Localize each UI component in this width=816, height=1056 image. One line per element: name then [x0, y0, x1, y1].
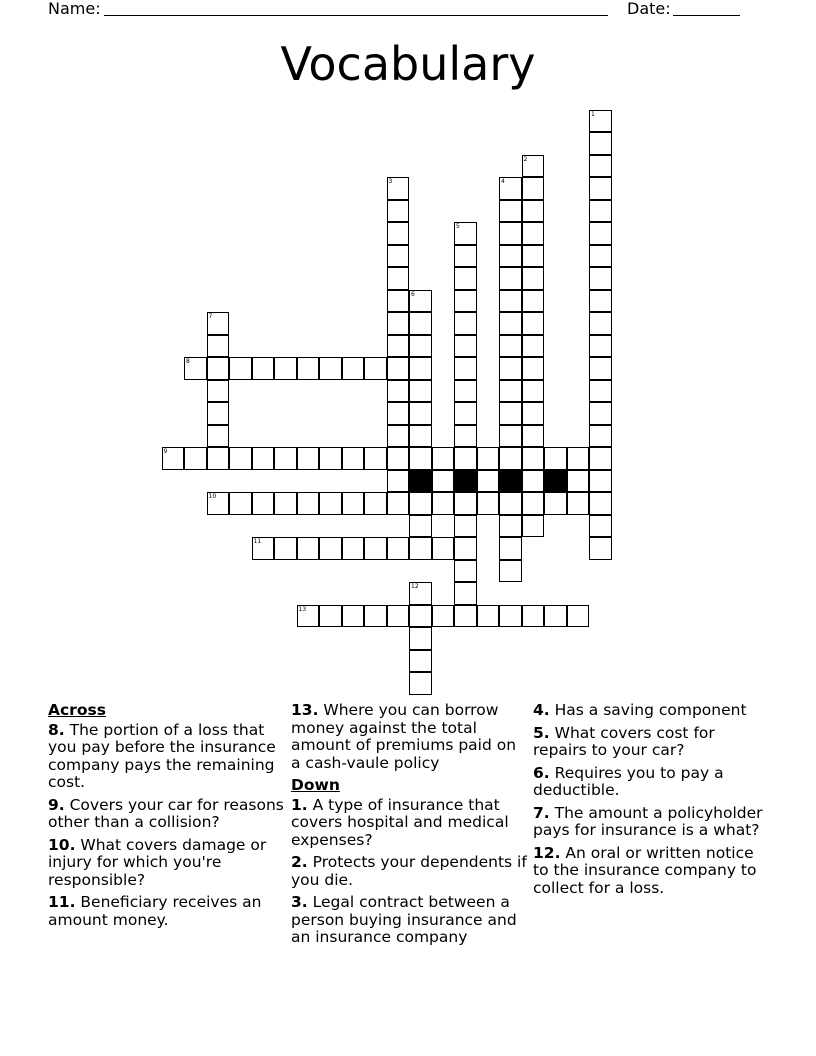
grid-cell[interactable]: [297, 357, 320, 380]
grid-cell[interactable]: [342, 357, 365, 380]
grid-cell[interactable]: [499, 357, 522, 380]
grid-cell[interactable]: [409, 312, 432, 335]
grid-cell[interactable]: [454, 447, 477, 470]
grid-cell[interactable]: [522, 245, 545, 268]
grid-cell[interactable]: [409, 627, 432, 650]
grid-cell[interactable]: [387, 267, 410, 290]
grid-cell[interactable]: [387, 290, 410, 313]
grid-cell[interactable]: [589, 425, 612, 448]
grid-cell[interactable]: [432, 605, 455, 628]
clue-number: 9: [163, 448, 168, 455]
grid-cell[interactable]: [499, 447, 522, 470]
grid-cell[interactable]: [499, 335, 522, 358]
clue-item: [48, 722, 286, 792]
grid-cell[interactable]: [387, 245, 410, 268]
grid-cell[interactable]: [274, 357, 297, 380]
grid-cell[interactable]: [409, 402, 432, 425]
grid-cell[interactable]: [297, 537, 320, 560]
clue-number: 7: [208, 313, 213, 320]
grid-cell[interactable]: [589, 245, 612, 268]
clue-item-text: What covers cost for repairs to your car?: [533, 723, 715, 759]
grid-cell[interactable]: [589, 155, 612, 178]
grid-cell[interactable]: [567, 492, 590, 515]
grid-cell[interactable]: [522, 267, 545, 290]
grid-cell[interactable]: [387, 470, 410, 493]
clue-number: 10: [208, 493, 217, 500]
clue-item-text: Requires you to pay a deductible.: [533, 763, 724, 799]
grid-cell[interactable]: [544, 447, 567, 470]
grid-cell[interactable]: [522, 492, 545, 515]
grid-cell[interactable]: [387, 200, 410, 223]
grid-cell[interactable]: [589, 380, 612, 403]
black-cell: [499, 470, 522, 493]
grid-cell[interactable]: [454, 222, 477, 245]
grid-cell[interactable]: [499, 402, 522, 425]
grid-cell[interactable]: [387, 335, 410, 358]
grid-cell[interactable]: [252, 357, 275, 380]
grid-cell[interactable]: [207, 380, 230, 403]
grid-cell[interactable]: [387, 402, 410, 425]
date-label: Date:: [627, 0, 671, 18]
grid-cell[interactable]: [522, 357, 545, 380]
grid-cell[interactable]: [589, 537, 612, 560]
grid-cell[interactable]: [499, 515, 522, 538]
grid-cell[interactable]: [522, 402, 545, 425]
grid-cell[interactable]: [499, 425, 522, 448]
clue-item-number: 3.: [291, 893, 308, 911]
clue-item-text: Beneficiary receives an amount money.: [48, 893, 262, 929]
grid-cell[interactable]: [432, 492, 455, 515]
grid-cell[interactable]: [364, 447, 387, 470]
grid-cell[interactable]: [387, 492, 410, 515]
grid-cell[interactable]: [567, 605, 590, 628]
grid-cell[interactable]: [522, 200, 545, 223]
grid-cell[interactable]: [567, 447, 590, 470]
grid-cell[interactable]: [364, 492, 387, 515]
grid-cell[interactable]: [499, 312, 522, 335]
clue-item-text: A type of insurance that covers hospital and medical expenses?: [291, 795, 509, 849]
grid-cell[interactable]: [409, 515, 432, 538]
grid-cell[interactable]: [229, 492, 252, 515]
grid-cell[interactable]: [409, 605, 432, 628]
across-heading: Across: [48, 701, 106, 719]
grid-cell[interactable]: [342, 492, 365, 515]
grid-cell[interactable]: [364, 605, 387, 628]
clue-item-text: Where you can borrow money against the total amount of premiums paid on a cash-vaule policy: [291, 701, 517, 772]
grid-cell[interactable]: [409, 335, 432, 358]
clue-item-number: 7.: [533, 803, 550, 822]
grid-cell[interactable]: [499, 537, 522, 560]
clue-item-number: 4.: [533, 701, 550, 719]
grid-cell[interactable]: [409, 537, 432, 560]
grid-cell[interactable]: [522, 155, 545, 178]
clue-number: 6: [411, 290, 415, 298]
clue-item: [291, 894, 529, 947]
grid-cell[interactable]: [409, 492, 432, 515]
grid-cell[interactable]: [319, 492, 342, 515]
grid-cell[interactable]: [409, 447, 432, 470]
grid-cell[interactable]: [454, 357, 477, 380]
clue-column-3: [533, 702, 771, 902]
grid-cell[interactable]: [477, 470, 500, 493]
grid-cell[interactable]: [499, 222, 522, 245]
grid-cell[interactable]: [567, 470, 590, 493]
name-label: Name:: [48, 0, 101, 18]
clue-column-1: [48, 702, 286, 934]
grid-cell[interactable]: [499, 267, 522, 290]
grid-cell[interactable]: [342, 537, 365, 560]
clue-item-number: 9.: [48, 795, 65, 814]
grid-cell[interactable]: [297, 492, 320, 515]
grid-cell[interactable]: [409, 672, 432, 695]
grid-cell[interactable]: [387, 357, 410, 380]
grid-cell[interactable]: [319, 447, 342, 470]
clue-item-number: 10.: [48, 835, 76, 854]
grid-cell[interactable]: [454, 560, 477, 583]
grid-cell[interactable]: [387, 605, 410, 628]
grid-cell[interactable]: [207, 425, 230, 448]
grid-cell[interactable]: [252, 492, 275, 515]
clue-item: [533, 765, 771, 800]
grid-cell[interactable]: [319, 537, 342, 560]
clue-number: 4: [501, 178, 505, 185]
grid-cell[interactable]: [184, 357, 207, 380]
grid-cell[interactable]: [207, 357, 230, 380]
grid-cell[interactable]: [409, 425, 432, 448]
grid-cell[interactable]: [522, 447, 545, 470]
grid-cell[interactable]: [454, 312, 477, 335]
clue-number: 13: [298, 605, 307, 613]
grid-cell[interactable]: [454, 267, 477, 290]
grid-cell[interactable]: [319, 357, 342, 380]
black-cell: [409, 470, 432, 493]
grid-cell[interactable]: [589, 470, 612, 493]
grid-cell[interactable]: [162, 447, 185, 470]
grid-cell[interactable]: [207, 312, 230, 335]
clue-number: 5: [456, 223, 460, 230]
grid-cell[interactable]: [387, 425, 410, 448]
grid-cell[interactable]: [589, 357, 612, 380]
clue-item-text: Legal contract between a person buying insurance and an insurance company: [291, 893, 517, 946]
grid-cell[interactable]: [229, 357, 252, 380]
page-title: Vocabulary: [280, 37, 536, 91]
grid-cell[interactable]: [207, 447, 230, 470]
grid-cell[interactable]: [589, 335, 612, 358]
grid-cell[interactable]: [274, 447, 297, 470]
grid-cell[interactable]: [589, 515, 612, 538]
clue-item-number: 6.: [533, 763, 550, 782]
grid-cell[interactable]: [387, 537, 410, 560]
grid-cell[interactable]: [544, 605, 567, 628]
grid-cell[interactable]: [207, 335, 230, 358]
grid-cell[interactable]: [454, 515, 477, 538]
grid-cell[interactable]: [589, 290, 612, 313]
grid-cell[interactable]: [252, 537, 275, 560]
clue-item: [48, 837, 286, 890]
grid-cell[interactable]: [454, 335, 477, 358]
grid-cell[interactable]: [499, 605, 522, 628]
clue-item: [48, 894, 286, 929]
clue-item-number: 8.: [48, 720, 65, 739]
grid-cell[interactable]: [387, 177, 410, 200]
grid-cell[interactable]: [207, 402, 230, 425]
grid-cell[interactable]: [342, 447, 365, 470]
grid-cell[interactable]: [589, 492, 612, 515]
grid-cell[interactable]: [499, 177, 522, 200]
clue-item: [291, 797, 529, 850]
grid-cell[interactable]: [454, 290, 477, 313]
grid-cell[interactable]: [499, 380, 522, 403]
clue-item-text: An oral or written notice to the insurance company to collect for a loss.: [533, 843, 757, 897]
clue-item-number: 12.: [533, 843, 561, 862]
grid-cell[interactable]: [274, 537, 297, 560]
clue-column-2: [291, 702, 529, 952]
clue-item-number: 1.: [291, 795, 308, 814]
clue-item-text: Protects your dependents if you die.: [291, 853, 527, 889]
grid-cell[interactable]: [409, 380, 432, 403]
grid-cell[interactable]: [589, 447, 612, 470]
grid-cell[interactable]: [432, 470, 455, 493]
grid-cell[interactable]: [387, 380, 410, 403]
grid-cell[interactable]: [454, 245, 477, 268]
grid-cell[interactable]: [454, 605, 477, 628]
grid-cell[interactable]: [589, 402, 612, 425]
clue-item-number: 11.: [48, 893, 76, 911]
grid-cell[interactable]: [454, 492, 477, 515]
clue-item-text: What covers damage or injury for which you're responsible?: [48, 835, 267, 889]
clue-item-text: Covers your car for reasons other than a collision?: [48, 795, 284, 831]
clue-item: [533, 845, 771, 898]
grid-cell[interactable]: [589, 132, 612, 155]
grid-cell[interactable]: [589, 312, 612, 335]
grid-cell[interactable]: [522, 515, 545, 538]
grid-cell[interactable]: [409, 357, 432, 380]
clue-item: [533, 702, 771, 720]
grid-cell[interactable]: [544, 492, 567, 515]
grid-cell[interactable]: [454, 402, 477, 425]
grid-cell[interactable]: [342, 605, 365, 628]
grid-cell[interactable]: [274, 492, 297, 515]
clue-item: [533, 725, 771, 760]
clue-item-number: 13.: [291, 701, 319, 719]
grid-cell[interactable]: [589, 200, 612, 223]
clue-item: [291, 854, 529, 889]
grid-cell[interactable]: [387, 222, 410, 245]
grid-cell[interactable]: [297, 605, 320, 628]
clue-number: 2: [523, 155, 528, 163]
grid-cell[interactable]: [409, 650, 432, 673]
clue-number: 3: [388, 178, 393, 185]
clue-item-text: The portion of a loss that you pay before the insurance company pays the remaining cost.: [48, 720, 276, 791]
grid-cell[interactable]: [409, 290, 432, 313]
grid-cell[interactable]: [499, 200, 522, 223]
grid-cell[interactable]: [522, 335, 545, 358]
clue-item-number: 5.: [533, 723, 550, 742]
black-cell: [544, 470, 567, 493]
clue-number: 11: [253, 538, 262, 545]
clue-item: [48, 797, 286, 832]
grid-cell[interactable]: [499, 245, 522, 268]
clue-item: [533, 805, 771, 840]
grid-cell[interactable]: [432, 447, 455, 470]
grid-cell[interactable]: [499, 290, 522, 313]
grid-cell[interactable]: [454, 425, 477, 448]
grid-cell[interactable]: [477, 447, 500, 470]
grid-cell[interactable]: [432, 537, 455, 560]
grid-cell[interactable]: [522, 312, 545, 335]
clue-item-text: Has a saving component: [549, 701, 747, 719]
grid-cell[interactable]: [409, 582, 432, 605]
grid-cell[interactable]: [229, 447, 252, 470]
grid-cell[interactable]: [522, 222, 545, 245]
grid-cell[interactable]: [589, 110, 612, 133]
grid-cell[interactable]: [207, 492, 230, 515]
grid-cell[interactable]: [522, 605, 545, 628]
grid-cell[interactable]: [454, 380, 477, 403]
grid-cell[interactable]: [499, 492, 522, 515]
clue-number: 12: [411, 583, 419, 590]
grid-cell[interactable]: [589, 177, 612, 200]
grid-cell[interactable]: [589, 222, 612, 245]
grid-cell[interactable]: [454, 582, 477, 605]
black-cell: [454, 470, 477, 493]
grid-cell[interactable]: [522, 290, 545, 313]
grid-cell[interactable]: [477, 605, 500, 628]
grid-cell[interactable]: [522, 380, 545, 403]
grid-cell[interactable]: [522, 425, 545, 448]
grid-cell[interactable]: [589, 267, 612, 290]
clue-item-number: 2.: [291, 853, 308, 871]
grid-cell[interactable]: [364, 357, 387, 380]
clue-item-text: The amount a policyholder pays for insurance is a what?: [533, 803, 763, 839]
grid-cell[interactable]: [454, 537, 477, 560]
grid-cell[interactable]: [364, 537, 387, 560]
grid-cell[interactable]: [252, 447, 275, 470]
grid-cell[interactable]: [387, 447, 410, 470]
grid-cell[interactable]: [499, 560, 522, 583]
grid-cell[interactable]: [184, 447, 207, 470]
grid-cell[interactable]: [319, 605, 342, 628]
down-heading: Down: [291, 776, 340, 794]
clue-number: 8: [186, 358, 190, 365]
clue-number: 1: [591, 110, 595, 118]
grid-cell[interactable]: [522, 470, 545, 493]
grid-cell[interactable]: [297, 447, 320, 470]
clue-item: [291, 702, 529, 772]
grid-cell[interactable]: [522, 177, 545, 200]
grid-cell[interactable]: [387, 312, 410, 335]
grid-cell[interactable]: [477, 492, 500, 515]
